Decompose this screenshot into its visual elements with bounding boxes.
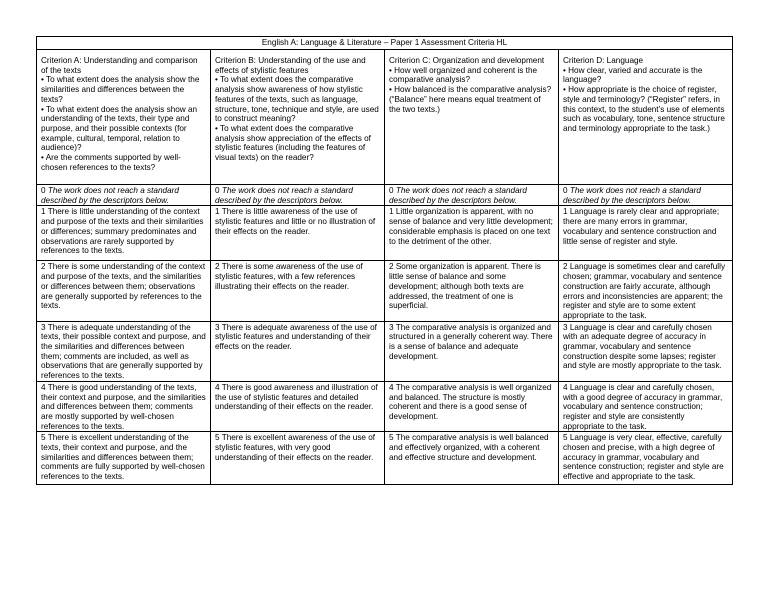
- descriptor-cell: [385, 321, 559, 381]
- descriptor-text: There is excellent understanding of the texts, their context and purpose, and the similarities and differences between them; comments are fully supported by well-chosen references to the texts.: [41, 433, 205, 482]
- level-number: 0: [215, 186, 220, 195]
- descriptor-text: The work does not reach a standard described by the descriptors below.: [41, 186, 179, 205]
- descriptor-text: There is little awareness of the use of stylistic features and little or no illustration of their effects on the reader.: [215, 207, 376, 236]
- level-2-row: [37, 261, 733, 321]
- descriptor-cell: [385, 185, 559, 206]
- criterion-bullet: • To what extent does the comparative analysis show awareness of how stylistic features of the texts, such as language, structure, tone, technique and style, are used to construct meaning?: [215, 75, 379, 124]
- criterion-d-header: [559, 50, 733, 185]
- criterion-b-header: [211, 50, 385, 185]
- assessment-criteria-table: [36, 36, 733, 485]
- criterion-heading: Criterion D: Language: [563, 56, 644, 65]
- descriptor-cell: [37, 432, 211, 485]
- descriptor-cell: [385, 261, 559, 321]
- descriptor-cell: [559, 432, 733, 485]
- descriptor-cell: [211, 261, 385, 321]
- descriptor-cell: [37, 185, 211, 206]
- level-1-row: [37, 206, 733, 261]
- level-number: 5: [389, 433, 394, 443]
- level-5-row: [37, 432, 733, 485]
- descriptor-text: The comparative analysis is well organized and balanced. The structure is mostly coherent and there is a good sense of development.: [389, 382, 552, 421]
- level-number: 2: [389, 262, 394, 272]
- descriptor-cell: [211, 206, 385, 261]
- level-number: 5: [215, 433, 220, 443]
- level-number: 1: [41, 207, 46, 217]
- criterion-bullet: • How well organized and coherent is the comparative analysis?: [389, 65, 538, 85]
- level-number: 1: [389, 207, 394, 217]
- descriptor-cell: [559, 381, 733, 432]
- level-number: 3: [563, 322, 568, 332]
- level-number: 4: [563, 382, 568, 392]
- descriptor-text: There is adequate awareness of the use of stylistic features and understanding of their effects on the reader.: [215, 322, 377, 352]
- descriptor-cell: [211, 321, 385, 381]
- descriptor-text: There is some understanding of the context and purpose of the texts, and the similarities or differences between them; observations are generally supported by references to the texts.: [41, 262, 206, 311]
- criteria-header-row: [37, 50, 733, 185]
- descriptor-cell: [37, 261, 211, 321]
- level-number: 0: [41, 186, 46, 195]
- criterion-heading: Criterion A: Understanding and comparison of the texts: [41, 56, 198, 75]
- descriptor-text: The comparative analysis is well balanced and effectively organized, with a coherent and effective structure and development.: [389, 433, 549, 462]
- descriptor-text: Language is clear and carefully chosen, with a good degree of accuracy in grammar, vocabulary and sentence construction; register and style are consistently appropriate to the task.: [563, 382, 723, 431]
- level-number: 4: [215, 382, 220, 392]
- document-page: [36, 36, 732, 485]
- criterion-bullet: • To what extent does the analysis show the similarities and differences between the texts?: [41, 75, 200, 104]
- criterion-bullet: • How appropriate is the choice of register, style and terminology? (“Register” refers, in this context, to the student’s use of elements such as vocabulary, tone, sentence structure and terminology appropriate to the task.): [563, 85, 725, 133]
- criterion-bullet: • To what extent does the comparative analysis show appreciation of the effects of stylistic features (including the features of visual texts) on the reader?: [215, 123, 371, 163]
- level-number: 4: [41, 382, 46, 392]
- descriptor-cell: [385, 432, 559, 485]
- level-4-row: [37, 381, 733, 432]
- criterion-c-header: [385, 50, 559, 185]
- descriptor-cell: [37, 381, 211, 432]
- level-number: 2: [215, 262, 220, 272]
- descriptor-text: Language is sometimes clear and carefully chosen; grammar, vocabulary and sentence construction are fairly accurate, although errors and inconsistencies are apparent; the register and style are to some extent appropriate to the task.: [563, 262, 726, 320]
- title-row: [37, 37, 733, 50]
- criterion-bullet: • To what extent does the analysis show an understanding of the texts, their type and purpose, and their possible contexts (for example, cultural, temporal, relation to audience)?: [41, 104, 198, 153]
- descriptor-text: The work does not reach a standard described by the descriptors below.: [389, 186, 527, 205]
- criterion-a-header: [37, 50, 211, 185]
- level-0-row: [37, 185, 733, 206]
- level-number: 0: [389, 186, 394, 195]
- descriptor-cell: [211, 432, 385, 485]
- descriptor-text: The work does not reach a standard described by the descriptors below.: [215, 186, 353, 205]
- level-number: 3: [215, 322, 220, 332]
- descriptor-text: There is excellent awareness of the use of stylistic features, with very good understanding of their effects on the reader.: [215, 433, 376, 462]
- level-number: 3: [41, 322, 46, 332]
- descriptor-text: There is good understanding of the texts, their context and purpose, and the similarities and differences between them; comments are mostly supported by well-chosen references to the texts.: [41, 382, 206, 431]
- descriptor-cell: [559, 185, 733, 206]
- level-number: 4: [389, 382, 394, 392]
- level-number: 5: [41, 433, 46, 443]
- criterion-bullet: • How clear, varied and accurate is the language?: [563, 65, 703, 85]
- level-number: 1: [215, 207, 220, 217]
- level-number: 3: [389, 322, 394, 332]
- descriptor-text: Some organization is apparent. There is little sense of balance and some development; although both texts are addressed, the treatment of one is superficial.: [389, 262, 541, 311]
- descriptor-cell: [37, 206, 211, 261]
- descriptor-text: Language is rarely clear and appropriate; there are many errors in grammar, vocabulary and sentence construction and little sense of register and style.: [563, 207, 720, 246]
- criterion-bullet: • Are the comments supported by well-chosen references to the texts?: [41, 153, 181, 172]
- criterion-bullet: • How balanced is the comparative analysis? (“Balance” here means equal treatment of the two texts.): [389, 85, 552, 114]
- descriptor-text: Little organization is apparent, with no sense of balance and very little development; considerable emphasis is placed on one text to the detriment of the other.: [389, 207, 553, 246]
- descriptor-text: The work does not reach a standard described by the descriptors below.: [563, 186, 701, 205]
- descriptor-text: Language is clear and carefully chosen with an adequate degree of accuracy in grammar, vocabulary and sentence construction despite some lapses; register and style are mostly appropriate to the task.: [563, 322, 722, 371]
- level-number: 2: [563, 262, 568, 272]
- criterion-heading: Criterion C: Organization and development: [389, 56, 545, 65]
- level-number: 5: [563, 433, 568, 443]
- descriptor-cell: [385, 381, 559, 432]
- level-number: 2: [41, 262, 46, 272]
- level-number: 0: [563, 186, 568, 195]
- descriptor-cell: [211, 185, 385, 206]
- criterion-heading: Criterion B: Understanding of the use and effects of stylistic features: [215, 56, 366, 75]
- descriptor-cell: [211, 381, 385, 432]
- descriptor-cell: [559, 321, 733, 381]
- descriptor-text: There is some awareness of the use of stylistic features, with a few references illustrating their effects on the reader.: [215, 262, 363, 291]
- descriptor-cell: [559, 206, 733, 261]
- descriptor-cell: [385, 206, 559, 261]
- descriptor-cell: [559, 261, 733, 321]
- level-number: 1: [563, 207, 568, 217]
- level-3-row: [37, 321, 733, 381]
- descriptor-cell: [37, 321, 211, 381]
- descriptor-text: There is little understanding of the context and purpose of the texts and their similarities or differences; summary predominates and observations are rarely supported by references to the texts.: [41, 207, 204, 256]
- descriptor-text: The comparative analysis is organized and structured in a generally coherent way. There is a sense of balance and adequate development.: [389, 322, 553, 361]
- table-title: English A: Language & Literature – Paper 1 Assessment Criteria HL: [37, 37, 733, 50]
- descriptor-text: Language is very clear, effective, carefully chosen and precise, with a high degree of accuracy in grammar, vocabulary and sentence construction; register and style are effective and appropriate to the task.: [563, 433, 724, 482]
- descriptor-text: There is adequate understanding of the texts, their possible context and purpose, and the similarities and differences between them; comments are included, as well as observations that are generally supported by references to the texts.: [41, 322, 206, 381]
- descriptor-text: There is good awareness and illustration of the use of stylistic features and detailed understanding of their effects on the reader.: [215, 382, 378, 412]
